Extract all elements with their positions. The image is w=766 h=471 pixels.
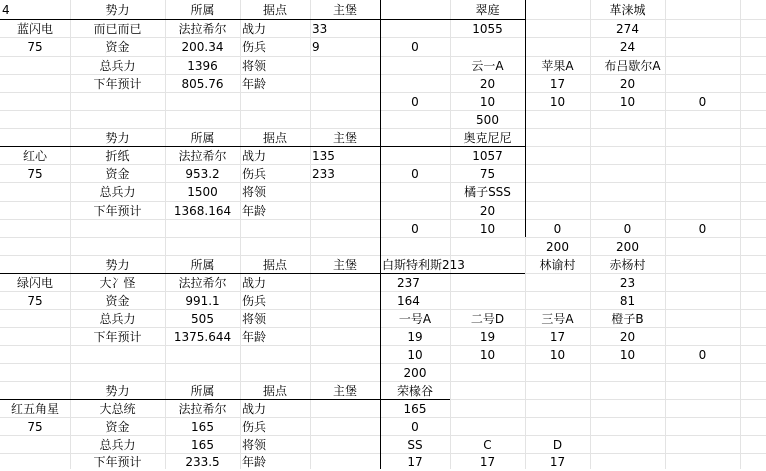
- block4-row1-name: 大总统: [99, 402, 136, 416]
- block4-header-stronghold: 据点: [262, 384, 287, 398]
- block3-row3-val0: 505: [191, 312, 214, 326]
- block4-row3-v2: C: [483, 438, 492, 452]
- block1-row4-v3: 20: [619, 77, 636, 91]
- block3-extra1-v1: 10: [407, 348, 423, 362]
- block2-row3-label0: 总兵力: [99, 185, 136, 199]
- block1-row1-v3: 274: [616, 22, 639, 36]
- block4-row1-v1: 165: [403, 402, 427, 416]
- block2-extra1-v0: 0: [411, 222, 419, 236]
- block2-row4-v1: 20: [479, 204, 496, 218]
- block1-header-owner: 所属: [190, 3, 215, 17]
- block4-row2-v1: 0: [411, 420, 419, 434]
- block2-extra1-v2: 0: [553, 222, 562, 236]
- block2-row3-v1: 橘子SSS: [464, 185, 511, 199]
- block1-place-2: 革涞城: [609, 3, 646, 17]
- block2-row4-val0: 1368.164: [173, 204, 232, 218]
- block4-side-name: 红五角星: [10, 402, 59, 416]
- block1-row4-label: 年龄: [242, 77, 267, 91]
- block1-extra2-v1: 500: [476, 113, 499, 127]
- block3-place-3: 赤杨村: [609, 258, 646, 272]
- block3-extra1-v3: 10: [549, 348, 566, 362]
- block4-row2-label0: 资金: [105, 420, 130, 434]
- block4-row4-v1: 17: [407, 455, 423, 469]
- block3-row1-name: 大冫怪: [99, 276, 136, 290]
- block2-row3-val0: 1500: [187, 185, 218, 199]
- block4-row4-label0: 下年预计: [93, 455, 142, 469]
- block4-row3-v1: SS: [407, 438, 423, 452]
- block2-header-stronghold: 据点: [262, 131, 287, 145]
- block1-header-stronghold: 据点: [262, 3, 287, 17]
- block4-row3-label0: 总兵力: [99, 438, 136, 452]
- block1-row3-label: 将领: [242, 59, 267, 73]
- block2-row2-v1: 75: [479, 167, 496, 181]
- block3-row1-label: 战力: [242, 276, 267, 290]
- block2-side-name: 红心: [22, 149, 47, 163]
- block3-header-faction: 势力: [105, 258, 130, 272]
- block3-row3-label0: 总兵力: [99, 312, 136, 326]
- block4-row3-label: 将领: [242, 438, 267, 452]
- block3-extra1-v4: 10: [619, 348, 636, 362]
- block2-header-keep: 主堡: [332, 131, 357, 145]
- block2-row4-label0: 下年预计: [93, 204, 142, 218]
- block2-row1-label: 战力: [242, 149, 267, 163]
- block1-row3-label0: 总兵力: [99, 59, 136, 73]
- block4-header-owner: 所属: [190, 384, 215, 398]
- block3-row3-v1: 一号A: [398, 312, 432, 326]
- block2-row1-v1: 1057: [472, 149, 503, 163]
- block3-row4-label0: 下年预计: [93, 330, 142, 344]
- block3-row3-label: 将领: [242, 312, 267, 326]
- block3-row1-v1: 237: [397, 276, 420, 290]
- block1-row2-v0: 0: [411, 40, 419, 54]
- block1-extra1-v1: 10: [479, 95, 496, 109]
- block3-row4-v3: 17: [549, 330, 566, 344]
- block1-row2-label0: 资金: [105, 40, 130, 54]
- block3-header-keep: 主堡: [332, 258, 357, 272]
- block3-row4-v4: 20: [619, 330, 636, 344]
- block1-row3-v2: 苹果A: [541, 59, 574, 73]
- block3-row2-v3: 81: [619, 294, 636, 308]
- block3-extra1-v5: 0: [698, 348, 707, 362]
- block4-row4-val0: 233.5: [185, 455, 220, 469]
- block4-row2-val0: 165: [191, 420, 214, 434]
- block3-row1-owner: 法拉希尔: [178, 276, 227, 290]
- block4-place-1: 荣椽谷: [396, 384, 433, 398]
- block4-row2-label: 伤兵: [242, 420, 267, 434]
- block1-row3-v1: 云一A: [471, 59, 504, 73]
- block3-row2-val0: 991.1: [185, 294, 220, 308]
- block1-row2-keep: 9: [312, 40, 320, 54]
- block3-row2-v1: 164: [397, 294, 420, 308]
- block1-extra1-v2: 10: [549, 95, 566, 109]
- block3-extra2-v1: 200: [403, 366, 427, 380]
- block3-extra1-v2: 10: [479, 348, 496, 362]
- block2-extra1-v4: 0: [698, 222, 707, 236]
- block1-side-level: 75: [27, 40, 43, 54]
- block2-row2-val0: 953.2: [185, 167, 220, 181]
- block3-row2-label0: 资金: [105, 294, 130, 308]
- block3-row3-v3: 三号A: [541, 312, 574, 326]
- block2-extra1-v3: 0: [623, 222, 632, 236]
- block2-row1-name: 折纸: [105, 149, 130, 163]
- block3-header-owner: 所属: [190, 258, 215, 272]
- block1-index: 4: [2, 3, 10, 17]
- block3-header-stronghold: 据点: [262, 258, 287, 272]
- block2-row2-label: 伤兵: [242, 167, 267, 181]
- block3-row4-label: 年龄: [242, 330, 267, 344]
- block4-side-level: 75: [27, 420, 43, 434]
- block4-row3-v3: D: [552, 438, 563, 452]
- block1-extra1-v4: 0: [698, 95, 707, 109]
- block2-place-1: 奥克尼尼: [463, 131, 512, 145]
- block4-header-faction: 势力: [105, 384, 130, 398]
- block2-header-faction: 势力: [105, 131, 130, 145]
- block2-row2-v0: 0: [411, 167, 419, 181]
- block1-extra1-v0: 0: [411, 95, 419, 109]
- block3-row2-label: 伤兵: [242, 294, 267, 308]
- block1-row2-val0: 200.34: [181, 40, 224, 54]
- block1-row4-v2: 17: [549, 77, 566, 91]
- block4-row3-val0: 165: [191, 438, 214, 452]
- block4-row1-label: 战力: [242, 402, 267, 416]
- block1-row4-v1: 20: [479, 77, 496, 91]
- block3-place-1: 白斯特利斯213: [382, 258, 465, 272]
- block4-row4-v3: 17: [549, 455, 566, 469]
- block3-row4-val0: 1375.644: [173, 330, 232, 344]
- block3-row3-v2: 二号D: [470, 312, 505, 326]
- block3-side-name: 绿闪电: [16, 276, 53, 290]
- block2-extra2-v2: 200: [546, 240, 569, 254]
- block2-extra2-v3: 200: [616, 240, 639, 254]
- block3-side-level: 75: [27, 294, 43, 308]
- block1-row2-v3: 24: [619, 40, 636, 54]
- block1-row3-val0: 1396: [187, 59, 218, 73]
- block4-row4-label: 年龄: [242, 455, 267, 469]
- block4-header-keep: 主堡: [332, 384, 357, 398]
- block1-row1-name: 而已而已: [93, 22, 142, 36]
- block1-row2-label: 伤兵: [242, 40, 267, 54]
- block3-row4-v2: 19: [479, 330, 496, 344]
- block1-row1-owner: 法拉希尔: [178, 22, 227, 36]
- block1-place-1: 翠庭: [475, 3, 500, 17]
- block1-extra1-v3: 10: [619, 95, 636, 109]
- block1-header-keep: 主堡: [332, 3, 357, 17]
- block3-row1-v3: 23: [619, 276, 636, 290]
- block1-row3-v3: 布吕歇尔A: [604, 59, 661, 73]
- block2-side-level: 75: [27, 167, 43, 181]
- block2-header-owner: 所属: [190, 131, 215, 145]
- block2-row4-label: 年龄: [242, 204, 267, 218]
- block2-row3-label: 将领: [242, 185, 267, 199]
- block2-row2-keep: 233: [312, 167, 335, 181]
- block1-row1-v1: 1055: [472, 22, 503, 36]
- block3-row3-v4: 橙子B: [611, 312, 644, 326]
- block4-row1-owner: 法拉希尔: [178, 402, 227, 416]
- block1-row4-label0: 下年预计: [93, 77, 142, 91]
- block1-side-name: 蓝闪电: [16, 22, 53, 36]
- block3-row4-v1: 19: [407, 330, 423, 344]
- block1-header-faction: 势力: [105, 3, 130, 17]
- block2-extra1-v1: 10: [479, 222, 496, 236]
- block1-row1-keep: 33: [312, 22, 328, 36]
- block2-row1-keep: 135: [312, 149, 335, 163]
- block3-place-2: 林谕村: [539, 258, 576, 272]
- block2-row1-owner: 法拉希尔: [178, 149, 227, 163]
- block1-row1-label: 战力: [242, 22, 267, 36]
- block2-row2-label0: 资金: [105, 167, 130, 181]
- block1-row4-val0: 805.76: [181, 77, 224, 91]
- block4-row4-v2: 17: [479, 455, 496, 469]
